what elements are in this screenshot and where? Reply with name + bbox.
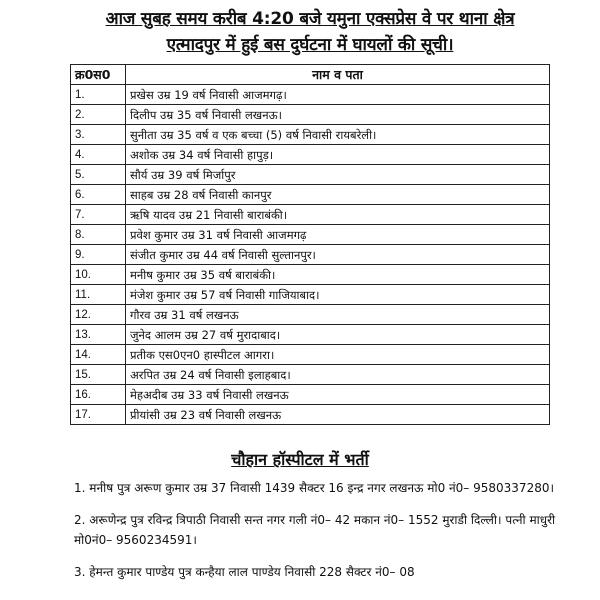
serial-number-cell: 8. (71, 225, 126, 245)
table-header-row (71, 65, 550, 85)
table-row (71, 145, 550, 165)
table-row (71, 105, 550, 125)
name-address-cell: सौर्य उम्र 39 वर्ष मिर्जापुर (126, 165, 550, 185)
name-address-cell: प्रखेस उम्र 19 वर्ष निवासी आजमगढ़। (126, 85, 550, 105)
table-row (71, 345, 550, 365)
serial-number-cell: 5. (71, 165, 126, 185)
name-address-cell: ऋषि यादव उम्र 21 निवासी बाराबंकी। (126, 205, 550, 225)
hospital-section-title: चौहान हॉस्पीटल में भर्ती (231, 450, 369, 469)
serial-number-cell: 3. (71, 125, 126, 145)
hospital-entry: 3. हेमन्त कुमार पाण्डेय पुत्र कन्हैया लाल पाण्डेय निवासी 228 सैक्टर नं0– 08 (74, 565, 415, 579)
table-row (71, 265, 550, 285)
hospital-entry: 1. मनीष पुत्र अरूण कुमार उम्र 37 निवासी 1439 सैक्टर 16 इन्द्र नगर लखनऊ मो0 नं0– 9580337280। (74, 481, 555, 495)
serial-number-header: क्र0स0 (71, 65, 126, 85)
name-address-cell: प्रवेश कुमार उम्र 31 वर्ष निवासी आजमगढ़ (126, 225, 550, 245)
table-row (71, 365, 550, 385)
table-row (71, 85, 550, 105)
name-address-cell: प्रीयांसी उम्र 23 वर्ष निवासी लखनऊ (126, 405, 550, 425)
name-address-cell: अशोक उम्र 34 वर्ष निवासी हापुड़। (126, 145, 550, 165)
table-row (71, 225, 550, 245)
name-address-cell: मंजेश कुमार उम्र 57 वर्ष निवासी गाजियाबाद। (126, 285, 550, 305)
serial-number-cell: 17. (71, 405, 126, 425)
name-address-cell: सुनीता उम्र 35 वर्ष व एक बच्चा (5) वर्ष निवासी रायबरेली। (126, 125, 550, 145)
page-title-line-1: आज सुबह समय करीब 4:20 बजे यमुना एक्सप्रेस वे पर थाना क्षेत्र (105, 9, 515, 29)
name-address-cell: जुनेद आलम उम्र 27 वर्ष मुरादाबाद। (126, 325, 550, 345)
serial-number-cell: 13. (71, 325, 126, 345)
serial-number-cell: 6. (71, 185, 126, 205)
serial-number-cell: 7. (71, 205, 126, 225)
hospital-entries (74, 478, 560, 594)
name-address-cell: दिलीप उम्र 35 वर्ष निवासी लखनऊ। (126, 105, 550, 125)
table-row (71, 305, 550, 325)
serial-number-cell: 11. (71, 285, 126, 305)
serial-number-cell: 16. (71, 385, 126, 405)
table-row (71, 405, 550, 425)
table-row (71, 285, 550, 305)
serial-number-cell: 14. (71, 345, 126, 365)
serial-number-cell: 12. (71, 305, 126, 325)
table-row (71, 165, 550, 185)
table-row (71, 205, 550, 225)
serial-number-cell: 10. (71, 265, 126, 285)
name-address-header: नाम व पता (126, 65, 550, 85)
table-row (71, 185, 550, 205)
name-address-cell: प्रतीक एस0एन0 हास्पीटल आगरा। (126, 345, 550, 365)
serial-number-cell: 1. (71, 85, 126, 105)
name-address-cell: गौरव उम्र 31 वर्ष लखनऊ (126, 305, 550, 325)
serial-number-cell: 9. (71, 245, 126, 265)
name-address-cell: साहब उम्र 28 वर्ष निवासी कानपुर (126, 185, 550, 205)
table-row (71, 385, 550, 405)
table-row (71, 125, 550, 145)
name-address-cell: अरपित उम्र 24 वर्ष निवासी इलाहबाद। (126, 365, 550, 385)
serial-number-cell: 2. (71, 105, 126, 125)
serial-number-cell: 4. (71, 145, 126, 165)
name-address-cell: मनीष कुमार उम्र 35 वर्ष बाराबंकी। (126, 265, 550, 285)
hospital-entry: 2. अरूणेन्द्र पुत्र रविन्द्र त्रिपाठी निवासी सन्त नगर गली नं0– 42 मकान नं0– 1552 मुराडी दिल्ली। पत्नी माधुरी मो0नं0– 9560234591। (74, 513, 556, 547)
serial-number-cell: 15. (71, 365, 126, 385)
injured-list-table (70, 64, 550, 425)
name-address-cell: संजीत कुमार उम्र 44 वर्ष निवासी सुल्तानपुर। (126, 245, 550, 265)
table-row (71, 245, 550, 265)
table-row (71, 325, 550, 345)
name-address-cell: मेहअदीब उम्र 33 वर्ष निवासी लखनऊ (126, 385, 550, 405)
page-title-line-2: एत्मादपुर में हुई बस दुर्घटना में घायलों की सूची। (166, 35, 454, 55)
